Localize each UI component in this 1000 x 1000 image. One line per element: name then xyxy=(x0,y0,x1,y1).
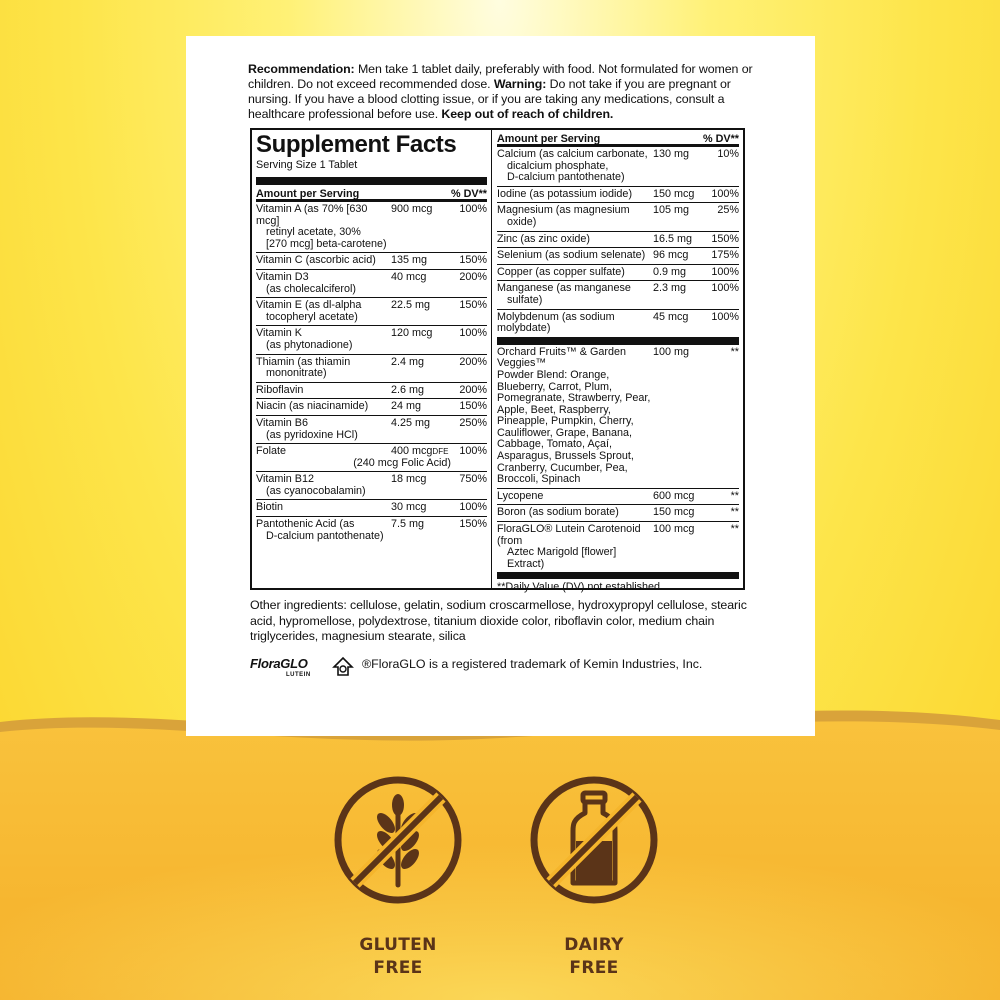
nutrient-name xyxy=(256,357,391,380)
nutrient-dv: ** xyxy=(730,345,739,358)
nutrient-name-line: Lycopene xyxy=(497,489,544,502)
nutrient-amount xyxy=(391,255,453,267)
nutrient-amount xyxy=(653,283,709,306)
nutrient-row xyxy=(497,310,739,337)
facts-right-column xyxy=(493,130,743,594)
nutrient-row xyxy=(256,472,487,500)
nutrient-dv: 100% xyxy=(459,327,487,340)
supplement-facts-panel xyxy=(250,128,745,594)
amount-value: 900 mcg xyxy=(391,203,433,215)
amount-value: 120 mcg xyxy=(391,327,433,340)
nutrient-row xyxy=(497,232,739,249)
nutrient-name-line: Vitamin D3 xyxy=(256,270,309,283)
amount-value: 105 mg xyxy=(653,204,690,217)
nutrient-name xyxy=(256,446,391,458)
nutrient-amount xyxy=(391,474,453,497)
nutrient-row xyxy=(497,345,739,489)
amount-header xyxy=(256,185,487,202)
amount-value: 30 mcg xyxy=(391,501,427,514)
nutrient-name xyxy=(497,491,653,503)
nutrient-name xyxy=(497,267,653,279)
amount-value: 150 mcg xyxy=(653,187,695,200)
amount-suffix: DFE xyxy=(432,447,449,457)
nutrient-amount xyxy=(391,446,453,458)
flower-arrow-icon xyxy=(332,655,354,679)
nutrient-name-line: tocopheryl acetate) xyxy=(266,310,358,323)
recommendation-body: Men take 1 tablet daily, preferably with food. Not formulated for women or children. Do not exceed recommended dose. xyxy=(248,62,753,91)
nutrient-name-line: Zinc (as zinc oxide) xyxy=(497,232,591,245)
nutrient-amount xyxy=(653,347,705,486)
nutrient-dv: 150% xyxy=(711,232,739,245)
nutrient-name-line: Boron (as sodium borate) xyxy=(497,506,619,519)
nutrient-name-line: Folate xyxy=(256,445,287,458)
blend-ingredients: Powder Blend: Orange, Blueberry, Carrot, Plum, Pomegranate, Strawberry, Pear, Apple, Beet, Raspberry, Pineapple, Pumpkin, Cherry, Cauliflower, Grape, Banana, Cabbage, Tomato, Açaí, Asparagus, Brussels Sprout, Cranberry, Cucumber, Pea, Broccoli, Spinach xyxy=(497,368,651,486)
nutrient-amount xyxy=(391,204,453,250)
nutrient-amount xyxy=(391,418,453,441)
nutrient-name-line: mononitrate) xyxy=(266,367,327,380)
nutrient-dv: 100% xyxy=(711,310,739,323)
amount-value: 600 mcg xyxy=(653,489,695,502)
nutrient-amount xyxy=(391,300,453,323)
nutrient-name xyxy=(497,205,653,228)
other-ingredients: Other ingredients: cellulose, gelatin, sodium croscarmellose, hydroxypropyl cellulose, stearic acid, hypromellose, polydextrose, titanium dioxide color, riboflavin color, medium chain triglycerides, magnesium stearate, silica xyxy=(250,598,747,643)
nutrient-name-line: Pantothenic Acid (as xyxy=(256,518,355,531)
nutrient-row xyxy=(497,489,739,506)
nutrient-dv: 100% xyxy=(711,187,739,200)
nutrient-row xyxy=(256,416,487,444)
thick-divider xyxy=(497,572,739,579)
nutrient-name xyxy=(497,507,653,519)
nutrient-dv: 150% xyxy=(459,299,487,312)
nutrient-name-line: Vitamin A (as 70% [630 mcg] xyxy=(256,203,368,227)
right-nutrient-list xyxy=(497,147,739,337)
amount-value: 18 mcg xyxy=(391,473,427,486)
nutrient-row xyxy=(256,202,487,253)
nutrient-name xyxy=(256,204,391,250)
warning-label: Warning: xyxy=(493,77,547,91)
nutrient-name-line: Aztec Marigold [flower] Extract) xyxy=(507,546,617,570)
thick-divider xyxy=(256,177,487,185)
nutrient-name-line: Calcium (as calcium carbonate, xyxy=(497,148,648,160)
left-nutrient-list xyxy=(256,202,487,544)
nutrient-name-line: dicalcium phosphate, xyxy=(507,159,609,172)
nutrient-row xyxy=(497,187,739,204)
thick-divider xyxy=(497,337,739,345)
nutrient-name xyxy=(497,250,653,262)
amount-header-label: Amount per Serving xyxy=(256,188,360,200)
amount-header-label: Amount per Serving xyxy=(497,133,601,145)
amount-value: 100 mcg xyxy=(653,523,695,536)
nutrient-name-line: Thiamin (as thiamin xyxy=(256,355,351,368)
nutrient-name-line: Iodine (as potassium iodide) xyxy=(497,187,633,200)
nutrient-amount xyxy=(653,524,705,570)
nutrient-name-line: [270 mcg] beta-carotene) xyxy=(266,237,387,250)
nutrient-row xyxy=(256,399,487,416)
nutrient-row xyxy=(497,265,739,282)
nutrient-name-line: Vitamin K xyxy=(256,327,303,340)
amount-value: 135 mg xyxy=(391,254,428,267)
nutrient-row xyxy=(497,147,739,187)
nutrient-row xyxy=(256,500,487,517)
nutrient-row xyxy=(497,505,739,522)
nutrient-row xyxy=(497,522,739,572)
nutrient-dv: 200% xyxy=(459,355,487,368)
trademark-note: ®FloraGLO is a registered trademark of Kemin Industries, Inc. xyxy=(362,657,703,671)
keep-out-text: Keep out of reach of children. xyxy=(441,107,614,121)
nutrient-amount xyxy=(391,272,453,295)
nutrient-name xyxy=(256,401,391,413)
nutrient-name xyxy=(497,234,653,246)
amount-value: 16.5 mg xyxy=(653,232,693,245)
nutrient-name-line: Biotin xyxy=(256,501,284,514)
nutrient-dv: 25% xyxy=(717,204,739,217)
nutrient-dv: 100% xyxy=(711,265,739,278)
nutrient-row xyxy=(256,517,487,544)
nutrient-amount xyxy=(653,312,709,335)
nutrient-row xyxy=(497,248,739,265)
nutrient-amount xyxy=(653,189,709,201)
nutrient-name-line: Magnesium (as magnesium xyxy=(497,204,630,217)
nutrient-dv: 150% xyxy=(459,400,487,413)
amount-value: 7.5 mg xyxy=(391,518,425,531)
nutrient-amount xyxy=(391,385,453,397)
nutrient-row xyxy=(256,298,487,326)
facts-left-column xyxy=(252,130,492,588)
amount-value: 24 mg xyxy=(391,400,422,413)
nutrient-dv: 100% xyxy=(459,203,487,215)
nutrient-name xyxy=(256,418,391,441)
nutrient-amount xyxy=(653,491,705,503)
nutrient-amount xyxy=(653,234,709,246)
nutrient-amount xyxy=(391,502,453,514)
amount-value: 45 mcg xyxy=(653,310,689,323)
amount-value: 40 mcg xyxy=(391,270,427,283)
nutrient-name xyxy=(256,474,391,497)
nutrient-name-line: Molybdenum (as sodium molybdate) xyxy=(497,310,615,335)
nutrient-name-line: Riboflavin xyxy=(256,383,304,396)
nutrient-dv: 10% xyxy=(717,148,739,160)
nutrient-name-line: Vitamin E (as dl-alpha xyxy=(256,299,362,312)
nutrient-row xyxy=(497,281,739,309)
nutrient-name-line: (as phytonadione) xyxy=(266,338,353,351)
amount-value: 4.25 mg xyxy=(391,416,431,429)
serving-size: Serving Size 1 Tablet xyxy=(256,159,358,171)
nutrient-amount xyxy=(653,205,709,228)
nutrient-name xyxy=(256,300,391,323)
nutrient-name xyxy=(256,328,391,351)
nutrient-name-line: D-calcium pantothenate) xyxy=(507,171,625,184)
nutrient-name-line: FloraGLO® Lutein Carotenoid (from xyxy=(497,523,641,547)
floraglo-logo xyxy=(250,655,356,681)
amount-value: 2.4 mg xyxy=(391,355,425,368)
amount-value: 2.3 mg xyxy=(653,282,687,295)
nutrient-dv: 200% xyxy=(459,383,487,396)
nutrient-name-line: D-calcium pantothenate) xyxy=(266,529,384,542)
nutrient-dv: ** xyxy=(730,489,739,502)
nutrient-name xyxy=(256,502,391,514)
logo-subtext: LUTEIN xyxy=(286,672,311,678)
nutrient-name xyxy=(256,272,391,295)
nutrient-amount xyxy=(391,328,453,351)
recommendation-text xyxy=(248,62,758,122)
logo-text: FloraGLO xyxy=(250,656,308,671)
nutrient-row xyxy=(497,203,739,231)
nutrient-name-line: (as cyanocobalamin) xyxy=(266,484,366,497)
badge-line1: DAIRY xyxy=(564,935,624,955)
nutrient-name xyxy=(497,347,653,486)
amount-value: 130 mg xyxy=(653,148,690,160)
recommendation-label: Recommendation: xyxy=(248,62,355,76)
nutrient-row-group xyxy=(256,444,487,472)
nutrient-name-line: Niacin (as niacinamide) xyxy=(256,400,369,413)
nutrient-amount xyxy=(653,267,709,279)
nutrient-name xyxy=(256,385,391,397)
nutrient-name xyxy=(256,519,391,542)
amount-value: 22.5 mg xyxy=(391,299,431,312)
badge-line2: FREE xyxy=(569,958,619,978)
nutrient-amount xyxy=(391,357,453,380)
nutrient-name xyxy=(256,255,391,267)
nutrient-name-line: Selenium (as sodium selenate) xyxy=(497,249,646,262)
nutrient-name xyxy=(497,524,653,570)
nutrient-row xyxy=(256,355,487,383)
nutrient-dv: 100% xyxy=(459,501,487,514)
amount-value: 96 mcg xyxy=(653,249,689,262)
amount-value: 2.6 mg xyxy=(391,383,425,396)
nutrient-dv: 175% xyxy=(711,249,739,262)
folate-subnote: (240 mcg Folic Acid) xyxy=(353,456,451,469)
nutrient-name xyxy=(497,149,653,184)
blend-list xyxy=(497,345,739,573)
warning-body: Do not take if you are pregnant or nursing. If you have a blood clotting issue, or if you are taking any medications, consult a healthcare professional before use. xyxy=(248,77,731,121)
nutrient-name-line: Manganese (as manganese xyxy=(497,282,631,295)
nutrient-dv: 100% xyxy=(459,445,487,458)
nutrient-dv: 150% xyxy=(459,254,487,267)
badge-line1: GLUTEN xyxy=(359,935,437,955)
nutrient-amount xyxy=(653,507,705,519)
nutrient-amount xyxy=(391,519,453,542)
nutrient-dv: 100% xyxy=(711,282,739,295)
nutrient-name-line: Vitamin B6 xyxy=(256,416,309,429)
nutrient-name-line: (as pyridoxine HCl) xyxy=(266,428,358,441)
nutrient-dv: 150% xyxy=(459,518,487,531)
nutrient-name-line: retinyl acetate, 30% xyxy=(266,226,361,239)
dv-header-label: % DV** xyxy=(702,133,739,145)
nutrient-row xyxy=(256,270,487,298)
no-milk-bottle-icon xyxy=(529,775,659,905)
nutrient-name xyxy=(497,312,653,335)
nutrient-row xyxy=(256,383,487,400)
nutrient-name-line: Vitamin B12 xyxy=(256,473,315,486)
amount-value: 0.9 mg xyxy=(653,265,687,278)
nutrient-name-line: (as cholecalciferol) xyxy=(266,282,357,295)
nutrient-dv: 200% xyxy=(459,270,487,283)
amount-value: 100 mg xyxy=(653,345,690,358)
nutrient-name-line: Copper (as copper sulfate) xyxy=(497,265,625,278)
gluten-free-label xyxy=(333,934,463,980)
nutrient-amount xyxy=(391,401,453,413)
nutrient-dv: 750% xyxy=(459,473,487,486)
amount-value: 150 mcg xyxy=(653,506,695,519)
nutrient-row xyxy=(256,444,487,458)
no-wheat-icon xyxy=(333,775,463,905)
nutrient-dv: ** xyxy=(730,506,739,519)
dairy-free-label xyxy=(529,934,659,980)
nutrient-name-line: Orchard Fruits™ & Garden Veggies™ xyxy=(497,345,627,370)
amount-value: 400 mcg xyxy=(391,445,433,458)
dv-footnote: **Daily Value (DV) not established. xyxy=(497,581,664,594)
nutrient-row xyxy=(256,326,487,354)
dv-header-label: % DV** xyxy=(450,188,487,200)
nutrient-name-line: sulfate) xyxy=(507,293,543,306)
facts-title: Supplement Facts xyxy=(256,131,457,158)
nutrient-name xyxy=(497,283,653,306)
nutrient-dv: ** xyxy=(730,523,739,536)
badge-line2: FREE xyxy=(373,958,423,978)
amount-header-right xyxy=(497,130,739,147)
nutrient-amount xyxy=(653,250,709,262)
nutrient-name-line: Vitamin C (ascorbic acid) xyxy=(256,254,376,267)
nutrient-dv: 250% xyxy=(459,416,487,429)
nutrient-row xyxy=(256,253,487,270)
nutrient-amount xyxy=(653,149,709,184)
nutrient-name-line: oxide) xyxy=(507,215,537,228)
nutrient-name xyxy=(497,189,653,201)
